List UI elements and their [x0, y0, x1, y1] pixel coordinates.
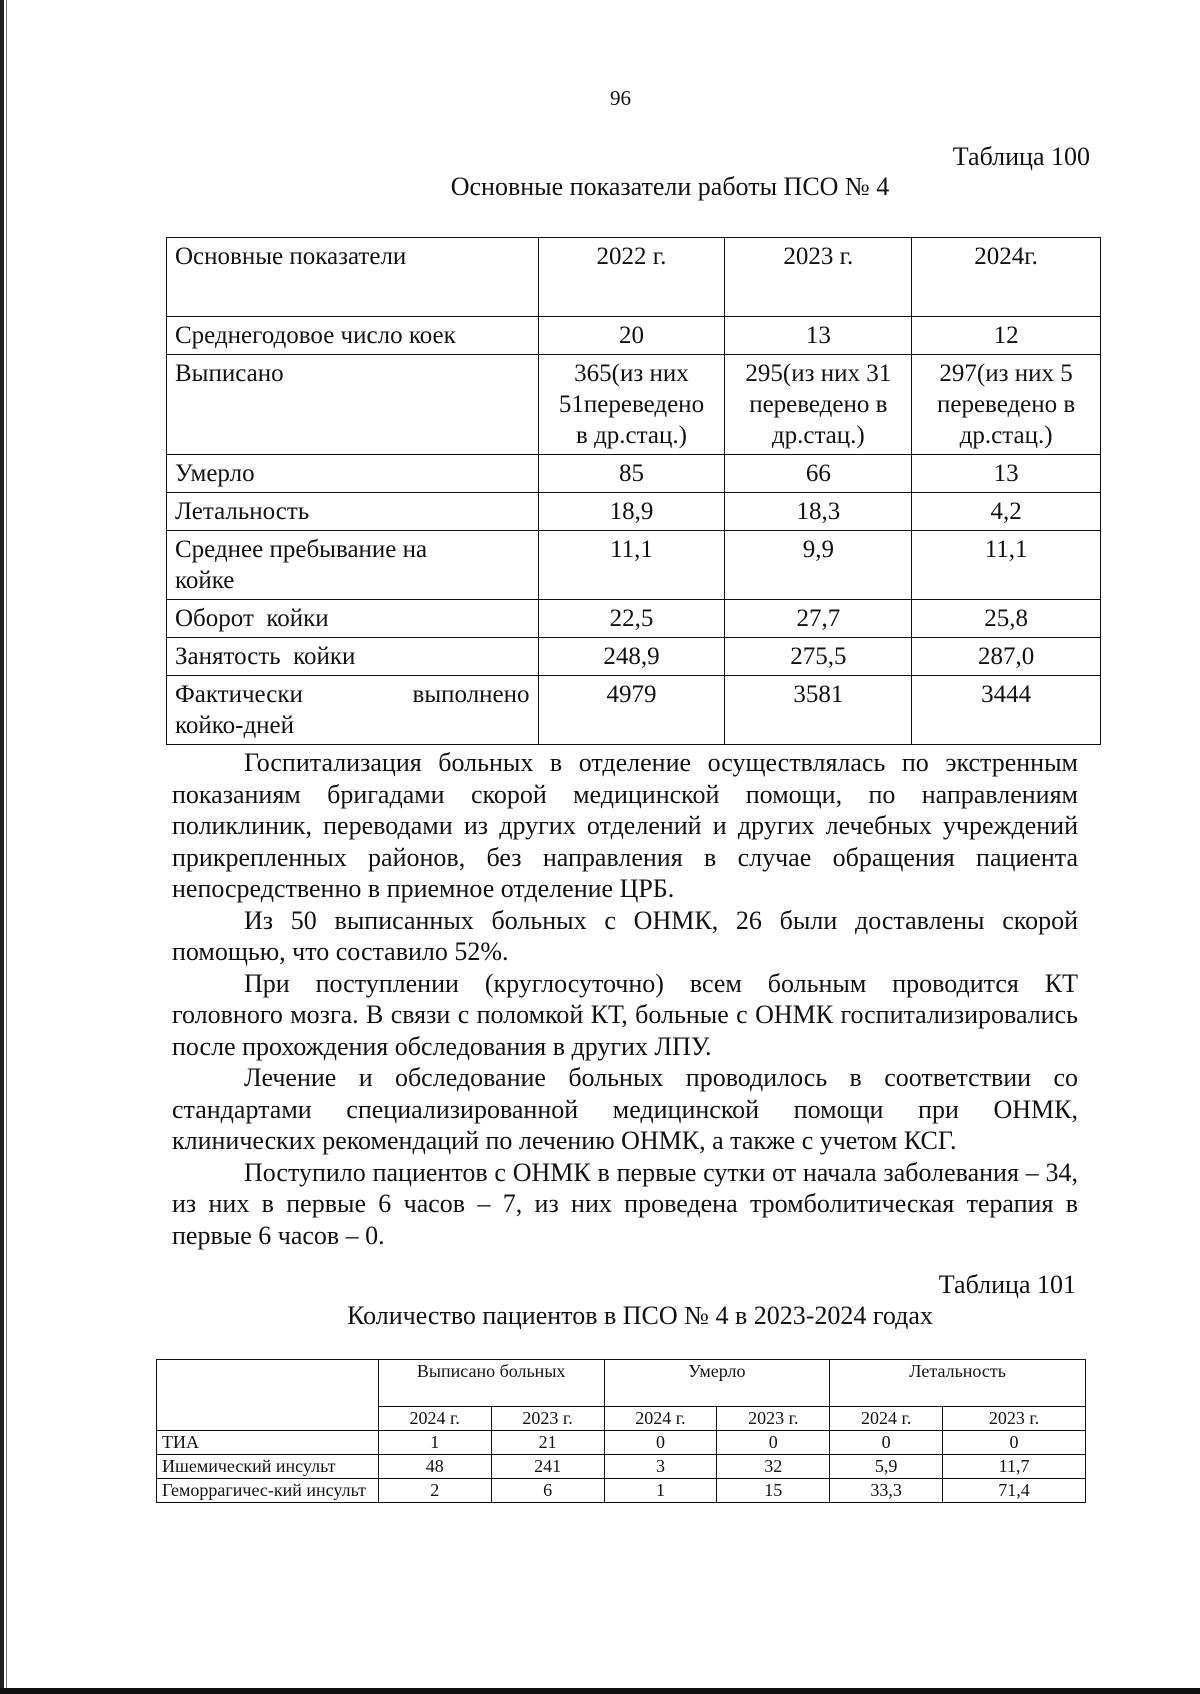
cell-2023: 18,3	[725, 493, 912, 531]
cell-line: 365(из них	[574, 360, 689, 387]
row-name-line: койко-дней	[175, 712, 295, 739]
table-cell: 0	[943, 1431, 1086, 1455]
cell-line: в др.стац.)	[576, 422, 687, 449]
table-cell: 15	[717, 1479, 830, 1503]
row-name-word: Фактически	[175, 681, 303, 708]
cell-2022: 85	[538, 455, 725, 493]
row-name: Летальность	[167, 493, 539, 531]
year-header: 2024 г.	[830, 1407, 943, 1431]
table101-row	[157, 1479, 1086, 1503]
cell-line: переведено в	[936, 391, 1076, 418]
table101-row	[157, 1431, 1086, 1455]
cell-line: др.стац.)	[959, 422, 1053, 449]
table100-header-2024: 2024г.	[912, 238, 1101, 317]
table-cell: 3	[604, 1455, 717, 1479]
table100-header-2022: 2022 г.	[538, 238, 725, 317]
table-cell: 5,9	[830, 1455, 943, 1479]
table-cell: 241	[491, 1455, 604, 1479]
row-name	[167, 676, 539, 745]
table101-group-header-row	[157, 1360, 1086, 1407]
cell-line: переведено в	[749, 391, 888, 418]
row-name	[167, 531, 539, 600]
table101-group-died: Умерло	[604, 1360, 830, 1407]
scan-left-edge	[0, 0, 4, 1694]
table100-row	[167, 355, 1101, 455]
cell-line: 295(из них 31	[745, 360, 892, 387]
table100-row	[167, 676, 1101, 745]
row-name-word: выполнено	[412, 681, 530, 708]
table-100	[166, 237, 1101, 745]
table101-label: Таблица 101	[938, 1270, 1076, 1299]
table101-corner-cell	[157, 1360, 379, 1431]
row-name: Геморрагичес-кий инсульт	[157, 1479, 379, 1503]
cell-2024: 4,2	[912, 493, 1101, 531]
paragraph: Лечение и обследование больных проводилось в соответствии со стандартами специализированной медицинской помощи при ОНМК, клинических рекомендаций по лечению ОНМК, а также с учетом КСГ.	[172, 1063, 1078, 1155]
cell-2022: 248,9	[538, 638, 725, 676]
table-cell: 2	[378, 1479, 491, 1503]
paragraph: Поступило пациентов с ОНМК в первые сутки от начала заболевания – 34, из них в первые 6 часов – 7, из них проведена тромболитическая терапия в первые 6 часов – 0.	[172, 1157, 1078, 1250]
cell-2024: 12	[912, 317, 1101, 355]
cell-2023: 27,7	[725, 600, 912, 638]
row-name-line: Среднее пребывание на	[175, 536, 428, 563]
cell-2022: 18,9	[538, 493, 725, 531]
cell-line: др.стац.)	[771, 422, 865, 449]
table100-row	[167, 531, 1101, 600]
table101-group-lethality: Летальность	[830, 1360, 1086, 1407]
table100-label: Таблица 100	[952, 142, 1090, 171]
body-text	[172, 747, 1078, 1251]
table101-row	[157, 1455, 1086, 1479]
table-101	[156, 1359, 1086, 1503]
cell-2022: 4979	[538, 676, 725, 745]
table-cell: 48	[378, 1455, 491, 1479]
table100-row	[167, 455, 1101, 493]
table100-header-row	[167, 238, 1101, 317]
cell-2023	[725, 355, 912, 455]
cell-2023: 66	[725, 455, 912, 493]
cell-2023: 13	[725, 317, 912, 355]
row-name: Среднегодовое число коек	[167, 317, 539, 355]
cell-line: 297(из них 5	[939, 360, 1073, 387]
year-header: 2024 г.	[604, 1407, 717, 1431]
scan-left-edge-line	[6, 0, 7, 1694]
table-cell: 11,7	[943, 1455, 1086, 1479]
table-cell: 0	[717, 1431, 830, 1455]
table-cell: 0	[604, 1431, 717, 1455]
table100-row	[167, 638, 1101, 676]
table-cell: 33,3	[830, 1479, 943, 1503]
table100-row	[167, 317, 1101, 355]
cell-2023: 9,9	[725, 531, 912, 600]
table100-title: Основные показатели работы ПСО № 4	[450, 172, 890, 201]
row-name: Оборот койки	[167, 600, 539, 638]
cell-2023: 3581	[725, 676, 912, 745]
cell-2024	[912, 355, 1101, 455]
table-cell: 1	[604, 1479, 717, 1503]
row-name: Умерло	[167, 455, 539, 493]
cell-2024: 13	[912, 455, 1101, 493]
table-cell: 1	[378, 1431, 491, 1455]
row-name-line: койке	[175, 567, 235, 594]
cell-2024: 287,0	[912, 638, 1101, 676]
year-header: 2023 г.	[491, 1407, 604, 1431]
table100-header-2023: 2023 г.	[725, 238, 912, 317]
scan-bottom-edge	[0, 1688, 1200, 1694]
cell-2022: 22,5	[538, 600, 725, 638]
cell-line: 51переведено	[558, 391, 705, 418]
table100-row	[167, 493, 1101, 531]
cell-2023: 275,5	[725, 638, 912, 676]
row-name: Занятость койки	[167, 638, 539, 676]
table100-row	[167, 600, 1101, 638]
cell-2024: 3444	[912, 676, 1101, 745]
table100-header-indicator: Основные показатели	[167, 238, 539, 317]
row-name: ТИА	[157, 1431, 379, 1455]
table-cell: 32	[717, 1455, 830, 1479]
table-cell: 71,4	[943, 1479, 1086, 1503]
paragraph: Госпитализация больных в отделение осуществлялась по экстренным показаниям бригадами скорой медицинской помощи, по направлениям поликлиник, переводами из других отделений и других лечебных учреждений прикрепленных районов, без направления в случае обращения пациента непосредственно в приемное отделение ЦРБ.	[172, 748, 1078, 903]
table101-title: Количество пациентов в ПСО № 4 в 2023-2024 годах	[347, 1301, 933, 1330]
paragraph: При поступлении (круглосуточно) всем больным проводится КТ головного мозга. В связи с поломкой КТ, больные с ОНМК госпитализировались после прохождения обследования в других ЛПУ.	[172, 968, 1078, 1061]
row-name: Выписано	[167, 355, 539, 455]
year-header: 2023 г.	[943, 1407, 1086, 1431]
year-header: 2023 г.	[717, 1407, 830, 1431]
table-cell: 0	[830, 1431, 943, 1455]
row-name: Ишемический инсульт	[157, 1455, 379, 1479]
year-header: 2024 г.	[378, 1407, 491, 1431]
table-cell: 6	[491, 1479, 604, 1503]
row-name-line	[175, 679, 530, 710]
cell-2022	[538, 355, 725, 455]
table101-group-discharged: Выписано больных	[378, 1360, 604, 1407]
cell-2022: 20	[538, 317, 725, 355]
table-cell: 21	[491, 1431, 604, 1455]
page-number: 96	[610, 86, 631, 110]
cell-2024: 25,8	[912, 600, 1101, 638]
paragraph: Из 50 выписанных больных с ОНМК, 26 были доставлены скорой помощью, что составило 52%.	[172, 905, 1078, 966]
cell-2022: 11,1	[538, 531, 725, 600]
cell-2024: 11,1	[912, 531, 1101, 600]
